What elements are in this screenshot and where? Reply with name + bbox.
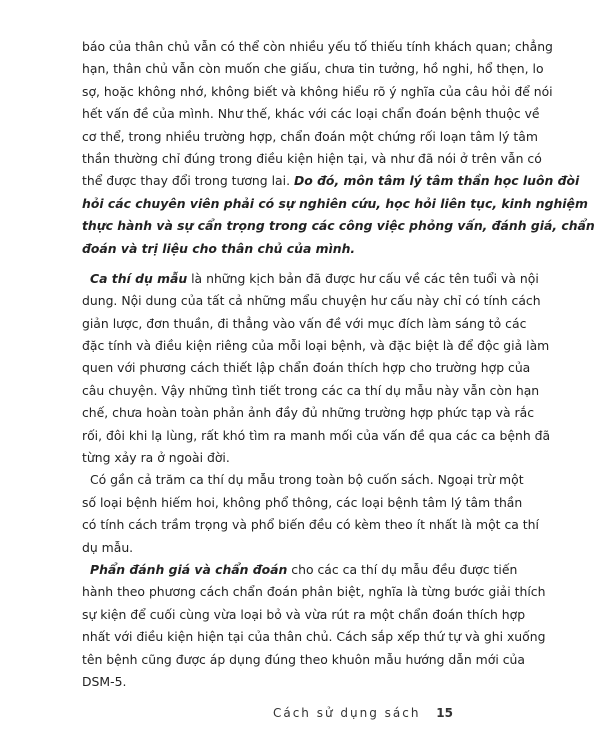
text-run: hành theo phương cách chẩn đoán phân biệt, nghĩa là từng bước giải thích (82, 584, 546, 600)
emphasis-text: thực hành và sự cẩn trọng trong các công việc phỏng vấn, đánh giá, chẩn (82, 218, 595, 234)
text-line (82, 604, 526, 626)
text-line (82, 81, 553, 103)
text-run: cơ thể, trong nhiều trường hợp, chẩn đoán một chứng rối loạn tâm lý tâm (82, 128, 538, 144)
text-line (82, 193, 588, 215)
text-line (82, 447, 464, 469)
text-run: nhất với điều kiện hiện tại của thân chủ. Cách sắp xếp thứ tự và ghi xuống (82, 629, 546, 645)
text-line (82, 313, 527, 335)
text-run: hạn, thân chủ vẫn còn muốn che giấu, chưa tin tưởng, hồ nghi, hổ thẹn, lo (82, 61, 544, 77)
text-run: dung. Nội dung của tất cả những mẩu chuyện hư cấu này chỉ có tính cách (82, 293, 541, 309)
paragraph (82, 268, 551, 470)
text-line (82, 357, 531, 379)
page-footer (273, 706, 453, 720)
text-run: có tính cách trầm trọng và phổ biến đều có kèm theo ít nhất là một ca thí (82, 517, 539, 533)
text-line (82, 36, 553, 58)
body-text (82, 36, 595, 693)
paragraph (82, 36, 595, 260)
text-line (82, 514, 539, 536)
text-line (82, 537, 464, 559)
emphasis-text: Phẩn đánh giá và chẩn đoán (90, 561, 288, 577)
text-run: câu chuyện. Vậy những tình tiết trong các ca thí dụ mẫu này vẫn còn hạn (82, 382, 540, 398)
text-line (82, 581, 546, 603)
emphasis-text: hỏi các chuyên viên phải có sự nghiên cứu, học hỏi liên tục, kinh nghiệm (82, 195, 588, 211)
paragraph-gap (82, 260, 464, 268)
text-line (82, 402, 535, 424)
paragraph (82, 469, 539, 559)
text-line (82, 671, 464, 693)
text-run: đặc tính và điều kiện riêng của mỗi loại bệnh, và đặc biệt là để độc giả làm (82, 338, 550, 354)
text-run: quen với phương cách thiết lập chẩn đoán thích hợp cho trường hợp của (82, 360, 531, 376)
text-run: là những kịch bản đã được hư cấu về các tên tuổi và nội (187, 270, 539, 286)
text-run: thần thường chỉ đúng trong điều kiện hiện tại, và như đã nói ở trên vẫn có (82, 150, 542, 166)
text-run: chế, chưa hoàn toàn phản ảnh đầy đủ những trường hợp phức tạp và rắc (82, 405, 535, 421)
text-line (82, 103, 540, 125)
text-run: Có gần cả trăm ca thí dụ mẫu trong toàn bộ cuốn sách. Ngoại trừ một (90, 472, 524, 488)
text-line (82, 425, 551, 447)
text-run: dụ mẫu. (82, 539, 134, 555)
emphasis-text: đoán và trị liệu cho thân chủ của mình. (82, 240, 356, 256)
text-line (82, 170, 580, 192)
text-run: sự kiện để cuối cùng vừa loại bỏ và vừa rút ra một chẩn đoán thích hợp (82, 606, 526, 622)
text-line (82, 58, 544, 80)
text-run: báo của thân chủ vẫn có thể còn nhiều yếu tố thiếu tính khách quan; chẳng (82, 39, 553, 54)
text-run: hết vấn đề của mình. Như thế, khác với các loại chẩn đoán bệnh thuộc về (82, 106, 540, 122)
text-run: tên bệnh cũng được áp dụng đúng theo khuôn mẫu hướng dẫn mới của (82, 651, 525, 667)
text-line (82, 649, 525, 671)
running-footer-section: Cách sử dụng sách (272, 706, 421, 720)
text-run: sợ, hoặc không nhớ, không biết và không hiểu rõ ý nghĩa của câu hỏi để nói (82, 83, 553, 99)
text-run: số loại bệnh hiếm hoi, không phổ thông, các loại bệnh tâm lý tâm thần (82, 494, 523, 510)
text-line (82, 268, 539, 290)
text-run: từng xảy ra ở ngoài đời. (82, 450, 230, 466)
text-line (82, 626, 546, 648)
text-line (82, 126, 538, 148)
text-line (82, 148, 542, 170)
emphasis-text: Do đó, môn tâm lý tâm thần học luôn đòi (293, 173, 580, 189)
text-line (82, 559, 518, 581)
page-number: 15 (436, 706, 453, 720)
text-line (82, 335, 550, 357)
text-run: cho các ca thí dụ mẫu đều được tiến (287, 561, 518, 577)
text-run: giản lược, đơn thuần, đi thẳng vào vấn đề với mục đích làm sáng tỏ các (82, 315, 527, 331)
paragraph (82, 559, 546, 693)
emphasis-text: Ca thí dụ mẫu (90, 270, 188, 286)
text-run: rối, đôi khi lạ lùng, rất khó tìm ra manh mối của vấn đề qua các ca bệnh đã (82, 427, 551, 443)
text-line (82, 492, 523, 514)
text-run: thể được thay đổi trong tương lai. (82, 173, 294, 189)
text-line (82, 215, 595, 237)
text-line (82, 290, 541, 312)
text-line (82, 469, 524, 491)
text-line (82, 238, 464, 260)
text-line (82, 380, 540, 402)
text-run: DSM-5. (82, 673, 127, 689)
